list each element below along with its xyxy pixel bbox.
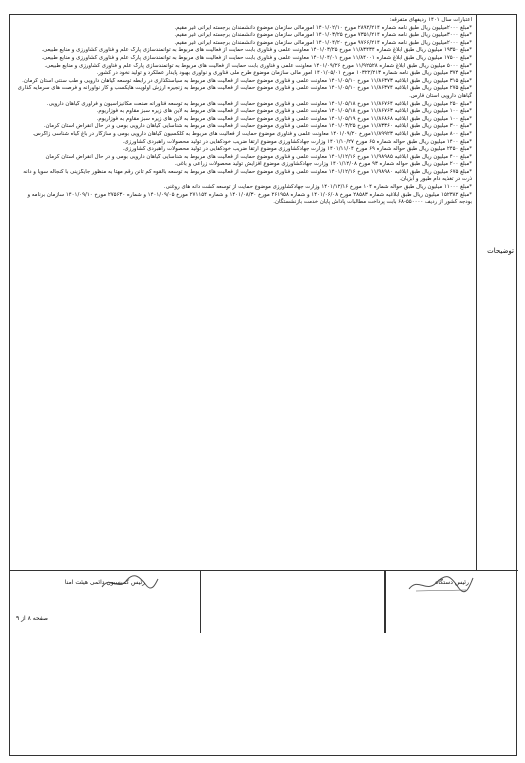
signature-cell-right	[385, 571, 518, 633]
note-line: *مبلغ ۱۰۰ میلیون ریال طبق ابلاغیه ۱۱/۸۶۸۶۸ مورخ ۱۴۰۱/۰۵/۱۹ معاونت علمی و فناوری موضوع حمایت از فعالیت های مربوط به لاین های زیره سبز مقاوم به فوزاریوم.	[96, 115, 472, 122]
note-line: *مبلغ ۱۰۰ میلیون ریال طبق ابلاغیه ۱۱/۸۶۷۶۳ مورخ ۱۴۰۱/۰۵/۱۸ معاونت علمی و فناوری موضوع حمایت از فعالیت های مربوط به لاین های زیره سبز مقاوم به فوزاریوم.	[96, 108, 472, 115]
note-line: *مبلغ ۵۰۰۰ میلیون ریال طبق ابلاغ شماره ۱۱/۹۲۵۲۸ مورخ ۱۴۰۱/۰۹/۲۶ معاونت علمی و فناوری بابت حمایت از فعالیت های مربوط به توانمندسازی پارک علم و فناوری کشاورزی و منابع طبیعی.	[44, 62, 472, 69]
label-column	[476, 15, 518, 571]
signature-cell-middle	[200, 571, 385, 633]
note-line: *مبلغ ۲۴۵۰ میلیون ریال طبق حواله شماره ۶۹ مورخ ۱۴۰۱/۱۱/۰۴ وزارت جهادکشاورزی موضوع ارتقا ضریب خودکفایی در تولید محصولات راهبردی کشاورزی.	[122, 146, 472, 153]
note-line: *مبلغ ۱۷۵۰۰ میلیون ریال طبق ابلاغ شماره ۱۱/۸۴۰۰۱ مورخ ۱۴۰۱/۰۴/۰۱ معاونت علمی و فناوری بابت حمایت از فعالیت های مربوط به توانمندسازی پارک علم و فناوری کشاورزی و منابع طبیعی.	[41, 54, 472, 61]
main-section	[10, 15, 518, 571]
page-number: صفحه ۸ از ۹	[16, 615, 48, 622]
signature-mark-left	[100, 573, 160, 593]
note-line: *مبلغ ۶۷۵ میلیون ریال طبق ابلاغیه ۱۱/۹۸۹۸۰ مورخ ۱۴۰۱/۱۲/۱۶ معاونت علمی و فناوری موضوع حمایت از فعالیت های مربوط به توسعه بالقوه کم تانن رقم مهتا به منظور جایگزینی با کنجاله سویا و دانه ذرت در تغذیه دام طیور و آبزیان.	[23, 168, 472, 183]
signature-mark-right	[406, 573, 476, 595]
signature-title-right: رئیس دستگاه	[435, 579, 469, 586]
note-line: *مبلغ ۲۰۰۰میلیون ریال طبق نامه شماره ۲۸۹۲/۲۱۴ مورخ ۱۴۰۱/۰۲/۱۰ امورمالی سازمان موضوع دانشمندان برجسته ایرانی غیر مقیم.	[174, 24, 472, 31]
notes-content	[14, 17, 472, 207]
note-line: *مبلغ ۱۱۰۰۰ میلیون ریال طبق حواله شماره ۱۰۴ مورخ ۱۴۰۱/۱۲/۱۶ وزارت جهادکشاورزی موضوع حمایت از توسعه کشت دانه های روغنی.	[163, 184, 472, 191]
note-line: *مبلغ ۳۰۰ میلیون ریال طبق ابلاغیه ۱۱/۸۳۳۶۰ مورخ ۱۴۰۱/۰۳/۲۵ معاونت علمی و فناوری موضوع حمایت از فعالیت های مربوط به شناسایی گیاهان دارویی بومی و در حال انقراض استان کرمان.	[43, 123, 472, 130]
note-line: اعتبارات سال ۱۴۰۱ ردیفهای متفرقه:	[389, 17, 472, 23]
signature-cell-left	[10, 571, 200, 633]
note-line: *مبلغ ۲۰۰ میلیون ریال طبق حواله شماره ۹۳ مورخ ۱۴۰۱/۱۲/۰۸ وزارت جهادکشاورزی موضوع افزایش تولید محصولات زراعی و باغی.	[174, 161, 472, 168]
note-line: *مبلغ ۸۰۰ میلیون ریال طبق ابلاغیه ۱۱/۸۹۹۲۳مورخ ۱۴۰۱/۰۹/۲۰ معاونت علمی و فناوری موضوع حمایت از فعالیت های مربوط به کلکسیون گیاهان دارویی بومی و سازگار در باغ گیاه شناسی زاگرس.	[32, 130, 472, 137]
note-line: *مبلغ ۳۱۵ میلیون ریال طبق ابلاغیه ۱۱/۸۶۳۷۳ مورخ ۱۴۰۱/۰۵/۱۰ معاونت علمی و فناوری موضوع حمایت از فعالیت های مربوط به سیاستگذاری در رابطه توسعه گیاهان دارویی و طب سنتی استان کرمان.	[22, 77, 472, 84]
note-line: *مبلغ ۳۰۰۰میلیون ریال طبق نامه شماره ۷۳۵۱/۲۱۴ مورخ ۱۴۰۱/۰۳/۲۵ امورمالی سازمان موضوع دانشمندان برجسته ایرانی غیر مقیم.	[174, 32, 472, 39]
note-line: *مبلغ ۱۴۰۰ میلیون ریال طبق حواله شماره ۶۵ مورخ ۱۴۰۱/۱۰/۲۷ وزارت جهادکشاورزی موضوع ارتقا ضریب خودکفایی در تولید محصولات راهبردی کشاورزی.	[122, 138, 472, 145]
note-line: *مبلغ ۱۵۲۳۸۲ میلیون ریال طبق ابلاغیه شماره ۲۸۵۸۳ مورخ ۱۴۰۱/۰۶/۰۸ و شماره ۲۶۱۹۵۸ مورخ ۱۴۰۱/۰۸/۳۰ و شماره ۲۷۱۱۵۴ مورخ ۱۴۰۱/۰۹/۰۵ و شماره ۲۷۵۶۳۰ مورخ ۱۴۰۱/۰۹/۱۰ سازمان برنامه و بودجه کشور از ردیف ۵۵۰۰۰۰-۶۸ بابت پرداخت مطالبات پاداش پایان خدمت بازنشستگان.	[27, 191, 472, 206]
note-line: *مبلغ ۳۷۴ میلیون ریال طبق نامه شماره ۱۰۳۲۲/۲۱۳ مورخ ۱۴۰۱/۰۵/۰۱ امور مالی سازمان موضوع طرح ملی فناوری و نوآوری بهبود پایدار عملکرد و تولید نخود در کشور.	[96, 70, 472, 77]
signature-title-left: رئیس کمیسیون دائمی هیئت امنا	[64, 579, 146, 586]
side-label: توضیحات	[487, 247, 514, 255]
note-line: *مبلغ ۲۰۰۰میلیون ریال طبق نامه شماره ۹۷۶۶/۲۱۴ مورخ ۱۴۰۱/۰۴/۲۰ امورمالی سازمان موضوع دانشمندان برجسته ایرانی غیر مقیم.	[174, 39, 472, 46]
note-line: *مبلغ ۴۰۰ میلیون ریال طبق ابلاغیه ۱۱/۹۸۹۸۵ مورخ ۱۴۰۱/۱۲/۱۶ معاونت علمی و فناوری موضوع حمایت از فعالیت های مربوط به شناسایی گیاهان دارویی بومی و در حال انقراض استان کرمان	[45, 153, 472, 160]
note-line: *مبلغ ۲۵۰ میلیون ریال طبق ابلاغیه ۱۱/۸۶۷۶۴ مورخ ۱۴۰۱/۰۵/۱۸ معاونت علمی و فناوری موضوع حمایت از فعالیت های مربوط به توسعه فناورانه صنعت مکانیزاسیون و فرآوری گیاهان دارویی.	[46, 100, 472, 107]
signature-section	[10, 571, 518, 757]
note-line: *مبلغ ۱۹۳۵۰ میلیون ریال طبق ابلاغ شماره ۱۱/۸۳۴۳۴ مورخ ۱۴۰۱/۰۳/۲۵ معاونت علمی و فناوری بابت حمایت از فعالیت های مربوط به توانمندسازی پارک علم و فناوری کشاورزی و منابع طبیعی.	[41, 47, 472, 54]
note-line: *مبلغ ۲۷۵ میلیون ریال طبق ابلاغیه ۱۱/۸۶۳۷۴ مورخ ۱۴۰۱/۰۵/۱۰ معاونت علمی و فناوری موضوع حمایت از فعالیت های مربوط به زنجیره ارزش اولویت هایکسب و کار نوآورانه و فرصت های سرمایه گذاری گیاهان دارویی استان فارس.	[17, 85, 472, 99]
document-sheet	[9, 14, 517, 756]
